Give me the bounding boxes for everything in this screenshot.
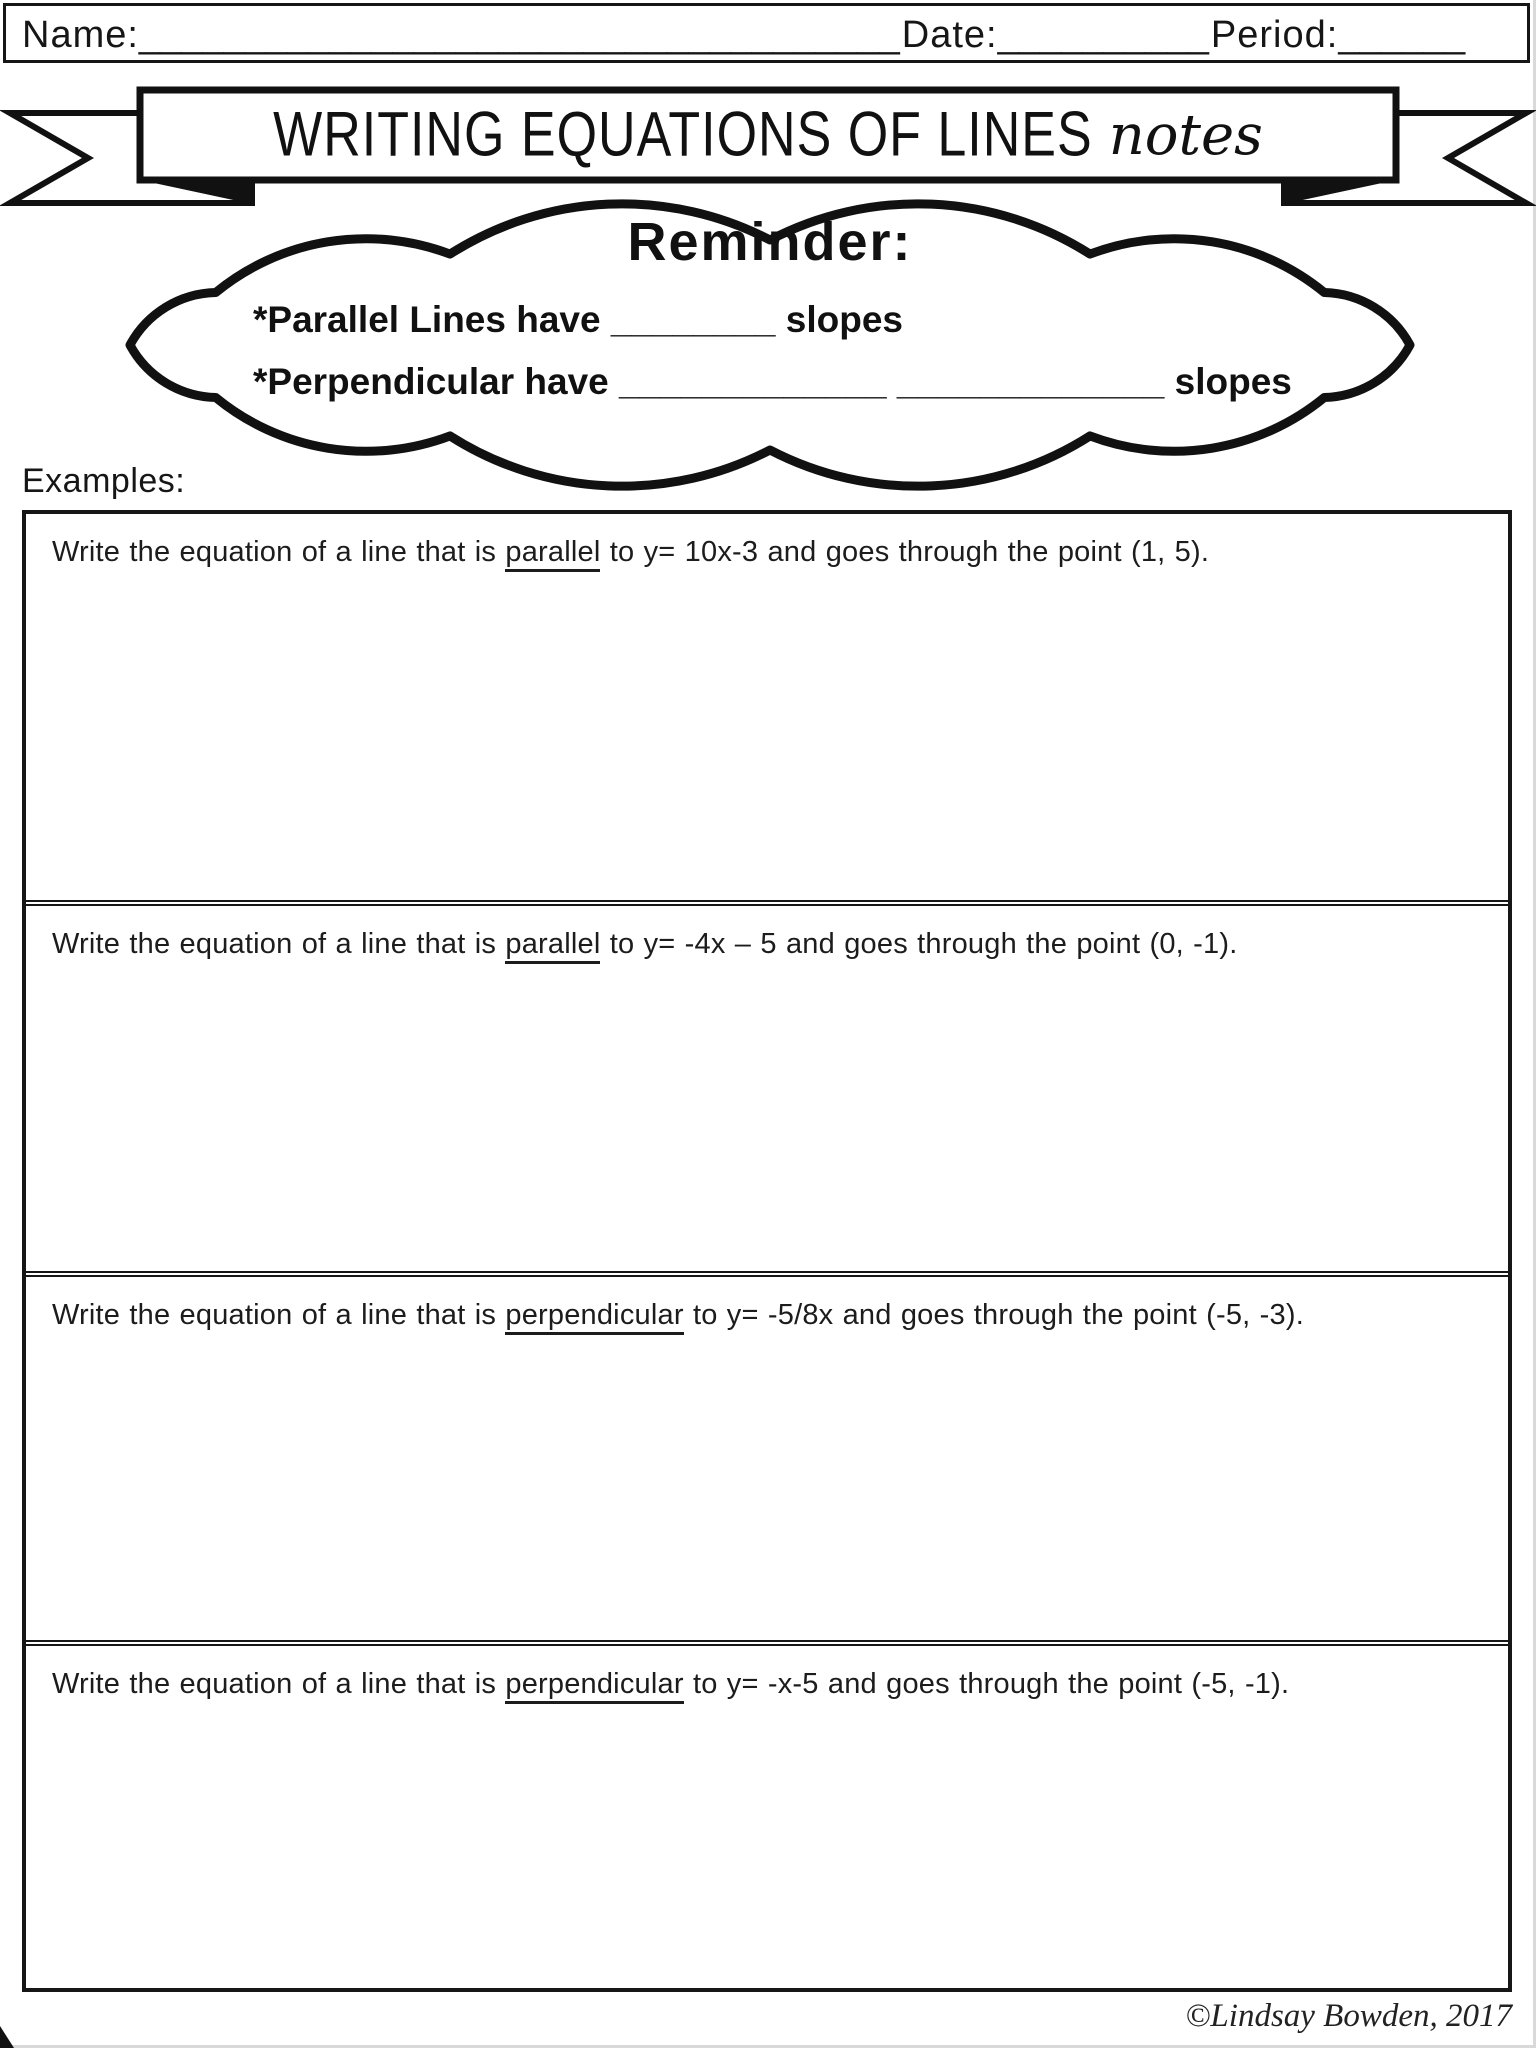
- period-blank: ______: [1338, 14, 1466, 56]
- page-title-suffix: notes: [1108, 102, 1263, 168]
- perpendicular-text: *Perpendicular have: [253, 361, 609, 402]
- parallel-blank: ________: [610, 299, 776, 340]
- question-3-prefix: Write the equation of a line that is: [52, 1299, 506, 1331]
- parallel-text-end: slopes: [785, 299, 903, 340]
- page-title: WRITING EQUATIONS OF LINES: [273, 99, 1093, 171]
- name-label: Name:: [22, 14, 139, 56]
- examples-label: Examples:: [22, 462, 186, 500]
- question-2-keyword: parallel: [505, 928, 600, 964]
- question-2-text: [52, 928, 1500, 961]
- question-4-text: [52, 1668, 1500, 1701]
- period-label: Period:: [1210, 14, 1339, 56]
- question-3-text: [52, 1299, 1500, 1332]
- question-4-rest: to y= -x-5 and goes through the point (-5, -1).: [683, 1668, 1290, 1700]
- examples-table: [22, 510, 1512, 1992]
- date-blank: __________: [997, 14, 1209, 56]
- perpendicular-blank-2: _____________: [896, 361, 1165, 402]
- question-1-text: [52, 536, 1500, 569]
- reminder-perpendicular-line: [253, 361, 1292, 403]
- question-row-4: [26, 1640, 1508, 1988]
- question-4-keyword: perpendicular: [505, 1668, 683, 1704]
- question-row-2: [26, 900, 1508, 1271]
- question-1-keyword: parallel: [505, 536, 600, 572]
- perpendicular-blank-1: _____________: [619, 361, 887, 402]
- question-4-prefix: Write the equation of a line that is: [52, 1668, 506, 1700]
- question-3-keyword: perpendicular: [505, 1299, 683, 1335]
- reminder-parallel-line: [253, 299, 903, 341]
- question-3-rest: to y= -5/8x and goes through the point (-5, -3).: [683, 1299, 1304, 1331]
- parallel-text: *Parallel Lines have: [253, 299, 601, 340]
- reminder-title: Reminder:: [627, 212, 913, 272]
- name-bar: [3, 3, 1530, 63]
- question-1-prefix: Write the equation of a line that is: [52, 536, 506, 568]
- perpendicular-text-end: slopes: [1174, 361, 1292, 402]
- question-2-prefix: Write the equation of a line that is: [52, 928, 506, 960]
- scan-corner-artifact: [0, 2026, 14, 2048]
- question-1-rest: to y= 10x-3 and goes through the point (1, 5).: [600, 536, 1210, 568]
- question-row-1: [26, 514, 1508, 900]
- banner-title-area: [140, 90, 1396, 180]
- name-blank: ____________________________________: [138, 14, 900, 56]
- question-2-rest: to y= -4x – 5 and goes through the point (0, -1).: [600, 928, 1238, 960]
- reminder-box: [0, 195, 1536, 495]
- date-label: Date:: [901, 14, 998, 56]
- question-row-3: [26, 1271, 1508, 1640]
- copyright-credit: ©Lindsay Bowden, 2017: [1185, 1998, 1512, 2034]
